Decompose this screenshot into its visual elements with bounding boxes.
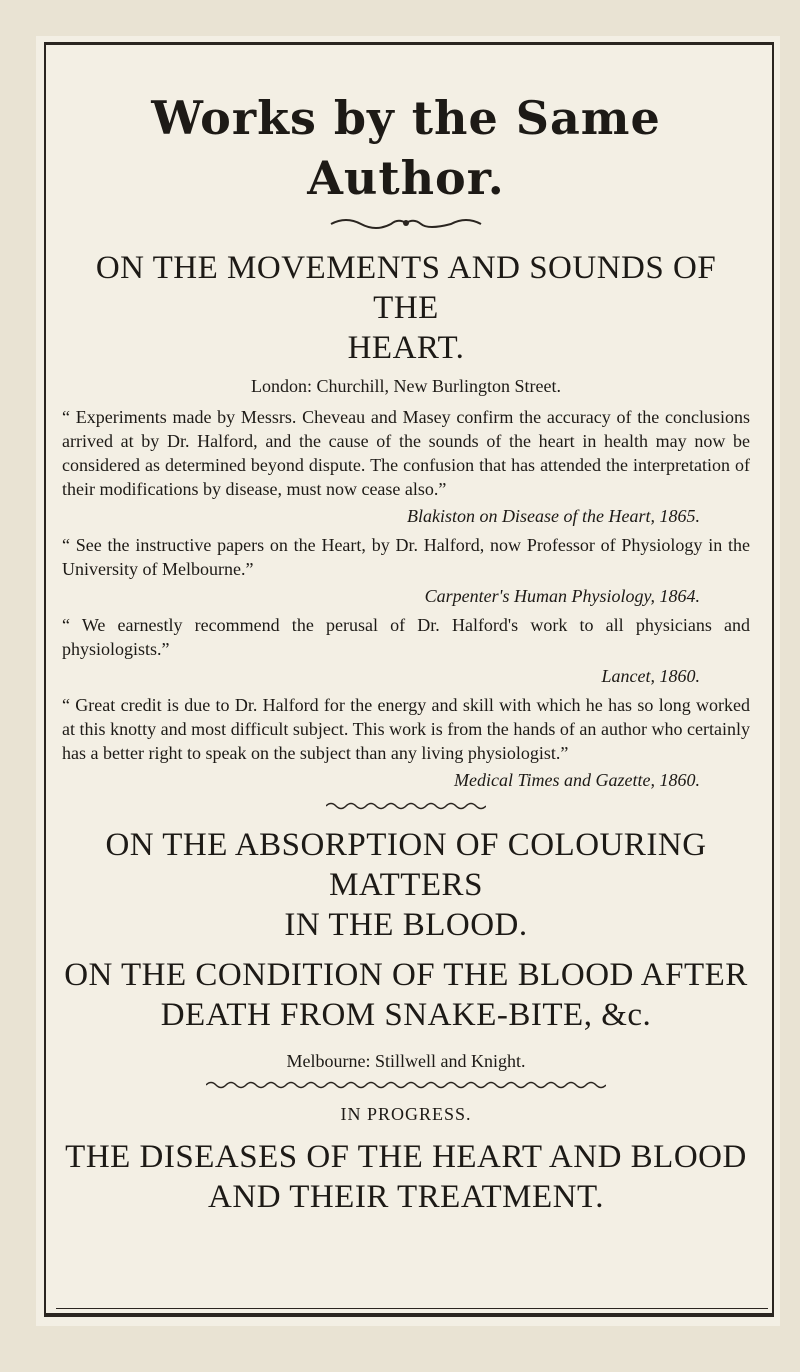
review-quote: “ We earnestly recommend the perusal of Dr. Halford's work to all physicians and physiologists.” [62, 615, 750, 659]
review-source: Medical Times and Gazette, 1860. [454, 770, 700, 790]
review-source: Blakiston on Disease of the Heart, 1865. [407, 506, 700, 526]
wavy-divider-short [326, 801, 486, 811]
bottom-rule [56, 1308, 768, 1309]
in-progress-label: IN PROGRESS. [340, 1104, 472, 1124]
review-quote: “ See the instructive papers on the Heart, by Dr. Halford, now Professor of Physiology in the University of Melbourne.” [62, 535, 750, 579]
section-title-line-1: ON THE MOVEMENTS AND SOUNDS OF THE [95, 250, 717, 326]
absorption-title-line-1: ON THE ABSORPTION OF COLOURING MATTERS [105, 827, 707, 903]
review-quote: “ Experiments made by Messrs. Cheveau and Masey confirm the accuracy of the conclusions arrived at by Dr. Halford, and the cause of the sounds of the heart in health may now be considered as determined beyond dispute. The confusion that has attended the interpretation of their modifications by disease, must now cease also.” [62, 407, 750, 499]
publisher-line: London: Churchill, New Burlington Street. [251, 376, 561, 396]
melbourne-publisher: Melbourne: Stillwell and Knight. [286, 1051, 526, 1071]
review-source: Carpenter's Human Physiology, 1864. [424, 586, 700, 606]
condition-title-line-2: DEATH FROM SNAKE-BITE, &c. [160, 997, 652, 1033]
progress-title-line-2: AND THEIR TREATMENT. [208, 1179, 604, 1215]
wavy-divider-long [206, 1080, 606, 1090]
absorption-title-line-2: IN THE BLOOD. [284, 907, 528, 943]
ornament-divider [326, 214, 486, 232]
review-source: Lancet, 1860. [601, 666, 700, 686]
page-title: Works by the Same Author. [151, 91, 661, 205]
page-content [62, 58, 750, 1217]
progress-title-line-1: THE DISEASES OF THE HEART AND BLOOD [65, 1139, 747, 1175]
condition-title-line-1: ON THE CONDITION OF THE BLOOD AFTER [64, 957, 748, 993]
section-title-line-2: HEART. [347, 330, 465, 366]
review-quote: “ Great credit is due to Dr. Halford for the energy and skill with which he has so long worked at this knotty and most difficult subject. This work is from the hands of an author who certainly has a better right to speak on the subject than any living physiologist.” [62, 695, 750, 763]
